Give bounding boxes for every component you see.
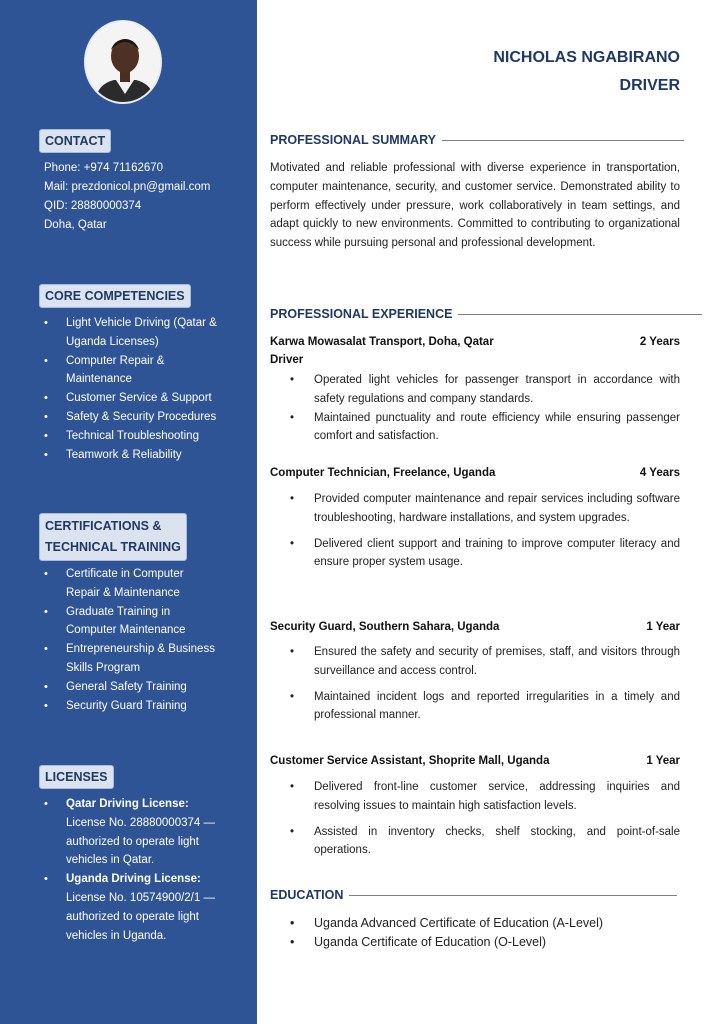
contact-phone: Phone: +974 71162670: [44, 162, 164, 174]
list-item: • Security Guard Training: [40, 697, 240, 716]
divider: [349, 895, 677, 896]
list-item: • Graduate Training in Computer Maintenance: [40, 603, 240, 641]
list-item: • Ensured the safety and security of premises, staff, and visitors through surveillance and access control.: [270, 643, 680, 681]
list-item: • Uganda Driving License: License No. 10574900/2/1 — authorized to operate light vehicles in Uganda.: [40, 870, 240, 945]
contact-location: Doha, Qatar: [44, 219, 107, 231]
experience-heading: PROFESSIONAL EXPERIENCE: [270, 307, 702, 321]
contact-qid: QID: 28880000374: [44, 200, 142, 212]
job-bullets: [270, 490, 680, 579]
profile-photo: [84, 20, 162, 104]
list-item: • Technical Troubleshooting: [40, 427, 240, 446]
job-header: Karwa Mowasalat Transport, Doha, Qatar 2 Years: [270, 336, 680, 348]
job-role: Driver: [270, 354, 304, 366]
divider: [458, 314, 702, 315]
competencies-heading: CORE COMPETENCIES: [39, 284, 191, 308]
competencies-list: [40, 314, 240, 464]
list-item: • Entrepreneurship & Business Skills Program: [40, 640, 240, 678]
contact-heading: CONTACT: [39, 129, 111, 153]
list-item: • Customer Service & Support: [40, 389, 240, 408]
list-item: • Computer Repair & Maintenance: [40, 352, 240, 390]
job-bullets: [270, 371, 680, 446]
job-header: Computer Technician, Freelance, Uganda 4 Years: [270, 467, 680, 479]
name-block: [493, 44, 680, 100]
contact-email: Mail: prezdonicol.pn@gmail.com: [44, 181, 211, 193]
candidate-name: NICHOLAS NGABIRANO: [493, 49, 680, 66]
list-item: • Uganda Advanced Certificate of Education (A-Level): [270, 914, 680, 933]
education-heading: EDUCATION: [270, 888, 677, 902]
list-item: • Light Vehicle Driving (Qatar & Uganda Licenses): [40, 314, 240, 352]
licenses-list: [40, 795, 240, 945]
list-item: • Provided computer maintenance and repair services including software troubleshooting, hardware installations, and system upgrades.: [270, 490, 680, 528]
list-item: • Operated light vehicles for passenger transport in accordance with safety regulations and company standards.: [270, 371, 680, 409]
certifications-list: [40, 565, 240, 715]
summary-text: Motivated and reliable professional with diverse experience in transportation, computer maintenance, security, and customer service. Demonstrated ability to perform effectively under pressure, work collaboratively in team settings, and adapt quickly to new environments. Committed to contributing to organizational success while pursuing personal and professional development.: [270, 162, 680, 250]
summary-heading: PROFESSIONAL SUMMARY: [270, 133, 684, 147]
list-item: • General Safety Training: [40, 678, 240, 697]
list-item: • Safety & Security Procedures: [40, 408, 240, 427]
licenses-heading: LICENSES: [39, 765, 114, 789]
list-item: • Certificate in Computer Repair & Maintenance: [40, 565, 240, 603]
job-bullets: [270, 778, 680, 867]
list-item: • Uganda Certificate of Education (O-Level): [270, 933, 680, 952]
certifications-heading: CERTIFICATIONS & TECHNICAL TRAINING: [39, 513, 187, 561]
list-item: • Qatar Driving License: License No. 28880000374 — authorized to operate light vehicles in Qatar.: [40, 795, 240, 870]
candidate-title: DRIVER: [619, 77, 680, 94]
list-item: • Delivered front-line customer service, addressing inquiries and resolving issues to maintain high satisfaction levels.: [270, 778, 680, 816]
job-header: Security Guard, Southern Sahara, Uganda 1 Year: [270, 621, 680, 633]
list-item: • Maintained incident logs and reported irregularities in a timely and professional manner.: [270, 688, 680, 726]
list-item: • Delivered client support and training to improve computer literacy and ensure proper system usage.: [270, 535, 680, 573]
sidebar: [0, 0, 257, 1024]
list-item: • Maintained punctuality and route efficiency while ensuring passenger comfort and satisfaction.: [270, 409, 680, 447]
list-item: • Teamwork & Reliability: [40, 446, 240, 465]
list-item: • Assisted in inventory checks, shelf stocking, and point-of-sale operations.: [270, 823, 680, 861]
job-bullets: [270, 643, 680, 732]
education-list: [270, 914, 680, 952]
job-header: Customer Service Assistant, Shoprite Mall, Uganda 1 Year: [270, 755, 680, 767]
divider: [442, 140, 684, 141]
